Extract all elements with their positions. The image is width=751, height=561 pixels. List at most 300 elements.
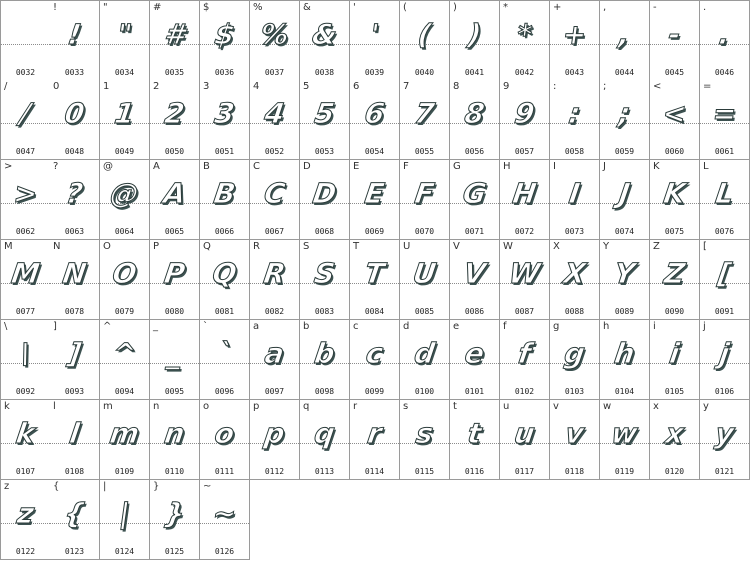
glyph-cell xyxy=(550,320,600,400)
code-label: 0044 xyxy=(614,68,635,77)
glyph-cell xyxy=(200,80,250,160)
glyph-cell xyxy=(0,480,51,560)
glyph-sample: m xyxy=(107,417,142,450)
code-label: 0105 xyxy=(664,387,685,396)
char-label: T xyxy=(353,241,360,252)
glyph-sample: t xyxy=(465,417,484,450)
code-label: 0110 xyxy=(164,467,185,476)
char-label: g xyxy=(553,321,560,332)
glyph-sample: H xyxy=(510,177,539,210)
glyph-cell xyxy=(650,240,700,320)
glyph-cell xyxy=(400,320,450,400)
code-label: 0059 xyxy=(614,147,635,156)
glyph-cell xyxy=(650,400,700,480)
glyph-sample: y xyxy=(713,417,737,450)
char-label: ! xyxy=(53,2,58,13)
glyph-sample: ) xyxy=(465,18,484,51)
glyph-sample: 0 xyxy=(62,97,87,130)
code-label: 0093 xyxy=(64,387,85,396)
char-label: $ xyxy=(203,2,210,13)
glyph-sample: g xyxy=(562,337,587,370)
code-label: 0060 xyxy=(664,147,685,156)
glyph-cell xyxy=(150,0,200,81)
glyph-cell xyxy=(200,320,250,400)
char-label: > xyxy=(4,161,13,172)
code-label: 0126 xyxy=(214,547,235,556)
glyph-sample: S xyxy=(312,257,337,290)
glyph-sample: 4 xyxy=(262,97,287,130)
glyph-cell xyxy=(400,80,450,160)
glyph-cell xyxy=(550,0,600,81)
char-label: 4 xyxy=(253,81,260,92)
glyph-sample: F xyxy=(412,177,437,210)
glyph-sample: : xyxy=(566,97,583,130)
glyph-sample: 5 xyxy=(312,97,337,130)
char-label: ) xyxy=(453,2,457,13)
glyph-sample: = xyxy=(710,97,739,130)
glyph-cell xyxy=(450,160,500,240)
glyph-cell xyxy=(150,480,200,560)
char-label: R xyxy=(253,241,260,252)
glyph-sample: W xyxy=(506,257,543,290)
code-label: 0038 xyxy=(314,68,335,77)
glyph-sample: l xyxy=(67,417,82,450)
char-label: f xyxy=(503,321,507,332)
glyph-cell xyxy=(350,320,400,400)
glyph-cell xyxy=(550,400,600,480)
char-label: q xyxy=(303,401,310,412)
code-label: 0108 xyxy=(64,467,85,476)
char-label: P xyxy=(153,241,160,252)
glyph-cell xyxy=(700,400,750,480)
code-label: 0078 xyxy=(64,307,85,316)
code-label: 0057 xyxy=(514,147,535,156)
glyph-cell xyxy=(100,240,150,320)
glyph-sample: $ xyxy=(212,18,237,51)
glyph-sample: 9 xyxy=(512,97,537,130)
code-label: 0064 xyxy=(114,227,135,236)
glyph-sample: + xyxy=(560,18,589,51)
code-label: 0122 xyxy=(15,547,36,556)
glyph-cell xyxy=(450,240,500,320)
glyph-sample: p xyxy=(262,417,287,450)
glyph-cell xyxy=(300,240,350,320)
char-label: . xyxy=(703,2,707,13)
glyph-sample: < xyxy=(660,97,689,130)
code-label: 0074 xyxy=(614,227,635,236)
char-label: k xyxy=(4,401,10,412)
glyph-cell xyxy=(200,0,250,81)
code-label: 0085 xyxy=(414,307,435,316)
glyph-cell xyxy=(700,80,750,160)
glyph-cell xyxy=(600,80,650,160)
glyph-sample: u xyxy=(512,417,537,450)
char-label: 3 xyxy=(203,81,210,92)
glyph-sample: U xyxy=(410,257,439,290)
char-label: 7 xyxy=(403,81,410,92)
glyph-sample: * xyxy=(514,18,535,51)
code-label: 0102 xyxy=(514,387,535,396)
code-label: 0107 xyxy=(15,467,36,476)
char-label: j xyxy=(703,321,706,332)
code-label: 0049 xyxy=(114,147,135,156)
glyph-cell xyxy=(700,160,750,240)
char-label: Z xyxy=(653,241,660,252)
glyph-cell xyxy=(600,240,650,320)
glyph-sample: h xyxy=(612,337,637,370)
char-label: X xyxy=(553,241,560,252)
glyph-sample: Y xyxy=(612,257,638,290)
char-label: V xyxy=(453,241,460,252)
glyph-cell xyxy=(700,320,750,400)
glyph-sample: } xyxy=(162,497,187,530)
code-label: 0041 xyxy=(464,68,485,77)
glyph-sample: v xyxy=(563,417,587,450)
glyph-sample: 3 xyxy=(212,97,237,130)
glyph-cell xyxy=(350,160,400,240)
char-label: O xyxy=(103,241,111,252)
glyph-cell xyxy=(250,160,300,240)
code-label: 0124 xyxy=(114,547,135,556)
glyph-cell xyxy=(450,80,500,160)
glyph-sample: K xyxy=(661,177,688,210)
char-label: K xyxy=(653,161,660,172)
glyph-sample: / xyxy=(18,97,33,130)
code-label: 0083 xyxy=(314,307,335,316)
glyph-sample: | xyxy=(117,497,132,530)
glyph-cell xyxy=(400,240,450,320)
char-label: + xyxy=(553,2,562,13)
code-label: 0101 xyxy=(464,387,485,396)
glyph-cell xyxy=(400,160,450,240)
code-label: 0062 xyxy=(15,227,36,236)
glyph-cell xyxy=(50,0,100,81)
code-label: 0063 xyxy=(64,227,85,236)
glyph-sample: ~ xyxy=(210,497,239,530)
char-label: d xyxy=(403,321,410,332)
char-label: , xyxy=(603,2,607,13)
glyph-cell xyxy=(100,480,150,560)
glyph-cell xyxy=(650,160,700,240)
char-label: : xyxy=(553,81,557,92)
code-label: 0088 xyxy=(564,307,585,316)
char-label: z xyxy=(4,481,10,492)
code-label: 0081 xyxy=(214,307,235,316)
glyph-sample: T xyxy=(362,257,387,290)
glyph-sample: j xyxy=(717,337,732,370)
char-label: h xyxy=(603,321,610,332)
glyph-cell xyxy=(200,240,250,320)
char-label: * xyxy=(503,2,508,13)
char-label: N xyxy=(53,241,61,252)
code-label: 0086 xyxy=(464,307,485,316)
glyph-cell xyxy=(50,480,100,560)
char-label: } xyxy=(153,481,160,492)
char-label: 0 xyxy=(53,81,60,92)
glyph-sample: E xyxy=(362,177,387,210)
code-label: 0114 xyxy=(364,467,385,476)
glyph-cell xyxy=(250,320,300,400)
glyph-sample: J xyxy=(617,177,633,210)
glyph-cell xyxy=(500,80,550,160)
glyph-sample: { xyxy=(62,497,87,530)
glyph-sample: z xyxy=(15,497,37,530)
glyph-sample: @ xyxy=(108,177,141,210)
code-label: 0035 xyxy=(164,68,185,77)
code-label: 0072 xyxy=(514,227,535,236)
glyph-sample: Q xyxy=(210,257,239,290)
glyph-cell xyxy=(450,400,500,480)
glyph-cell xyxy=(600,400,650,480)
code-label: 0075 xyxy=(664,227,685,236)
glyph-cell xyxy=(300,80,350,160)
char-label: o xyxy=(203,401,210,412)
glyph-sample: P xyxy=(161,257,188,290)
char-label: Y xyxy=(603,241,610,252)
char-label: A xyxy=(153,161,160,172)
glyph-cell xyxy=(650,80,700,160)
glyph-sample: [ xyxy=(715,257,734,290)
glyph-cell xyxy=(600,160,650,240)
glyph-sample: 7 xyxy=(412,97,437,130)
code-label: 0052 xyxy=(264,147,285,156)
char-label: 6 xyxy=(353,81,360,92)
char-label: C xyxy=(253,161,260,172)
glyph-cell xyxy=(550,240,600,320)
glyph-sample: 8 xyxy=(462,97,487,130)
glyph-cell xyxy=(0,320,51,400)
glyph-cell xyxy=(300,0,350,81)
glyph-sample: ' xyxy=(367,18,382,51)
char-label: c xyxy=(353,321,359,332)
code-label: 0070 xyxy=(414,227,435,236)
code-label: 0089 xyxy=(614,307,635,316)
glyph-cell xyxy=(300,320,350,400)
glyph-cell xyxy=(200,480,250,560)
glyph-sample: w xyxy=(609,417,640,450)
code-label: 0058 xyxy=(564,147,585,156)
glyph-sample: R xyxy=(261,257,288,290)
code-label: 0118 xyxy=(564,467,585,476)
glyph-cell xyxy=(150,160,200,240)
glyph-cell xyxy=(450,0,500,81)
code-label: 0047 xyxy=(15,147,36,156)
char-label: y xyxy=(703,401,709,412)
code-label: 0048 xyxy=(64,147,85,156)
glyph-cell xyxy=(100,320,150,400)
glyph-cell xyxy=(250,80,300,160)
glyph-sample: C xyxy=(261,177,288,210)
glyph-sample xyxy=(0,15,51,55)
code-label: 0079 xyxy=(114,307,135,316)
code-label: 0040 xyxy=(414,68,435,77)
glyph-cell xyxy=(500,320,550,400)
code-label: 0096 xyxy=(214,387,235,396)
glyph-sample: r xyxy=(365,417,384,450)
code-label: 0087 xyxy=(514,307,535,316)
glyph-sample: ( xyxy=(415,18,434,51)
glyph-cell xyxy=(650,320,700,400)
glyph-sample: q xyxy=(312,417,337,450)
glyph-sample: N xyxy=(60,257,89,290)
glyph-cell xyxy=(50,400,100,480)
char-label: ( xyxy=(403,2,407,13)
char-label: E xyxy=(353,161,360,172)
glyph-sample: o xyxy=(212,417,237,450)
code-label: 0097 xyxy=(264,387,285,396)
code-label: 0119 xyxy=(614,467,635,476)
char-label: / xyxy=(4,81,8,92)
char-label: v xyxy=(553,401,559,412)
char-label: % xyxy=(253,2,263,13)
char-label: a xyxy=(253,321,260,332)
code-label: 0123 xyxy=(64,547,85,556)
char-label: ; xyxy=(603,81,607,92)
glyph-cell xyxy=(400,0,450,81)
code-label: 0100 xyxy=(414,387,435,396)
code-label: 0092 xyxy=(15,387,36,396)
char-label: H xyxy=(503,161,511,172)
glyph-cell xyxy=(550,80,600,160)
glyph-cell xyxy=(50,320,100,400)
code-label: 0034 xyxy=(114,68,135,77)
glyph-sample: d xyxy=(412,337,437,370)
code-label: 0046 xyxy=(714,68,735,77)
glyph-sample: n xyxy=(162,417,187,450)
glyph-sample: a xyxy=(262,337,287,370)
code-label: 0099 xyxy=(364,387,385,396)
code-label: 0071 xyxy=(464,227,485,236)
glyph-sample: I xyxy=(567,177,583,210)
char-label: F xyxy=(403,161,409,172)
glyph-cell xyxy=(100,160,150,240)
glyph-sample: 1 xyxy=(112,97,137,130)
glyph-sample: V xyxy=(461,257,488,290)
char-label: e xyxy=(453,321,460,332)
glyph-sample: ] xyxy=(65,337,84,370)
char-label: n xyxy=(153,401,160,412)
code-label: 0098 xyxy=(314,387,335,396)
glyph-sample: ; xyxy=(616,97,633,130)
code-label: 0111 xyxy=(214,467,235,476)
code-label: 0069 xyxy=(364,227,385,236)
char-label: u xyxy=(503,401,510,412)
glyph-cell xyxy=(400,400,450,480)
code-label: 0121 xyxy=(714,467,735,476)
glyph-sample: , xyxy=(616,18,633,51)
code-label: 0112 xyxy=(264,467,285,476)
code-label: 0032 xyxy=(15,68,36,77)
char-label: - xyxy=(653,2,657,13)
glyph-sample: O xyxy=(110,257,139,290)
char-label: W xyxy=(503,241,513,252)
char-label: J xyxy=(603,161,606,172)
glyph-cell xyxy=(450,320,500,400)
char-label: 2 xyxy=(153,81,160,92)
code-label: 0068 xyxy=(314,227,335,236)
code-label: 0116 xyxy=(464,467,485,476)
glyph-cell xyxy=(200,400,250,480)
char-label: ] xyxy=(53,321,57,332)
char-label: t xyxy=(453,401,457,412)
code-label: 0037 xyxy=(264,68,285,77)
code-label: 0073 xyxy=(564,227,585,236)
glyph-cell xyxy=(700,0,750,81)
glyph-cell xyxy=(250,400,300,480)
code-label: 0090 xyxy=(664,307,685,316)
char-label: B xyxy=(203,161,210,172)
glyph-cell xyxy=(550,160,600,240)
glyph-cell xyxy=(700,240,750,320)
glyph-sample: i xyxy=(667,337,682,370)
code-label: 0051 xyxy=(214,147,235,156)
code-label: 0082 xyxy=(264,307,285,316)
code-label: 0054 xyxy=(364,147,385,156)
glyph-sample: 2 xyxy=(162,97,187,130)
code-label: 0120 xyxy=(664,467,685,476)
code-label: 0080 xyxy=(164,307,185,316)
code-label: 0113 xyxy=(314,467,335,476)
glyph-sample: ` xyxy=(215,337,234,370)
char-label: M xyxy=(4,241,13,252)
glyph-cell xyxy=(0,160,51,240)
char-label: ? xyxy=(53,161,59,172)
char-label: ' xyxy=(353,2,356,13)
char-label: b xyxy=(303,321,310,332)
glyph-cell xyxy=(350,240,400,320)
glyph-cell xyxy=(350,80,400,160)
glyph-sample: k xyxy=(13,417,38,450)
code-label: 0084 xyxy=(364,307,385,316)
code-label: 0109 xyxy=(114,467,135,476)
code-label: 0055 xyxy=(414,147,435,156)
glyph-sample: f xyxy=(516,337,533,370)
glyph-cell xyxy=(600,0,650,81)
code-label: 0103 xyxy=(564,387,585,396)
char-label: 9 xyxy=(503,81,510,92)
char-label: r xyxy=(353,401,358,412)
char-label: x xyxy=(653,401,659,412)
glyph-cell xyxy=(500,240,550,320)
code-label: 0095 xyxy=(164,387,185,396)
char-label: p xyxy=(253,401,260,412)
glyph-sample: . xyxy=(716,18,733,51)
glyph-sample: # xyxy=(162,18,187,51)
code-label: 0094 xyxy=(114,387,135,396)
code-label: 0117 xyxy=(514,467,535,476)
glyph-cell xyxy=(50,160,100,240)
glyph-sample: L xyxy=(713,177,736,210)
glyph-sample: Z xyxy=(662,257,688,290)
char-label: U xyxy=(403,241,411,252)
glyph-cell xyxy=(300,400,350,480)
char-label: @ xyxy=(103,161,113,172)
glyph-cell xyxy=(0,80,51,160)
code-label: 0065 xyxy=(164,227,185,236)
code-label: 0053 xyxy=(314,147,335,156)
char-label: 8 xyxy=(453,81,460,92)
code-label: 0076 xyxy=(714,227,735,236)
code-label: 0066 xyxy=(214,227,235,236)
glyph-cell xyxy=(250,240,300,320)
glyph-cell xyxy=(650,0,700,81)
glyph-cell xyxy=(300,160,350,240)
char-label: Q xyxy=(203,241,211,252)
code-label: 0125 xyxy=(164,547,185,556)
glyph-cell xyxy=(50,80,100,160)
char-label: I xyxy=(553,161,556,172)
char-label: w xyxy=(603,401,612,412)
